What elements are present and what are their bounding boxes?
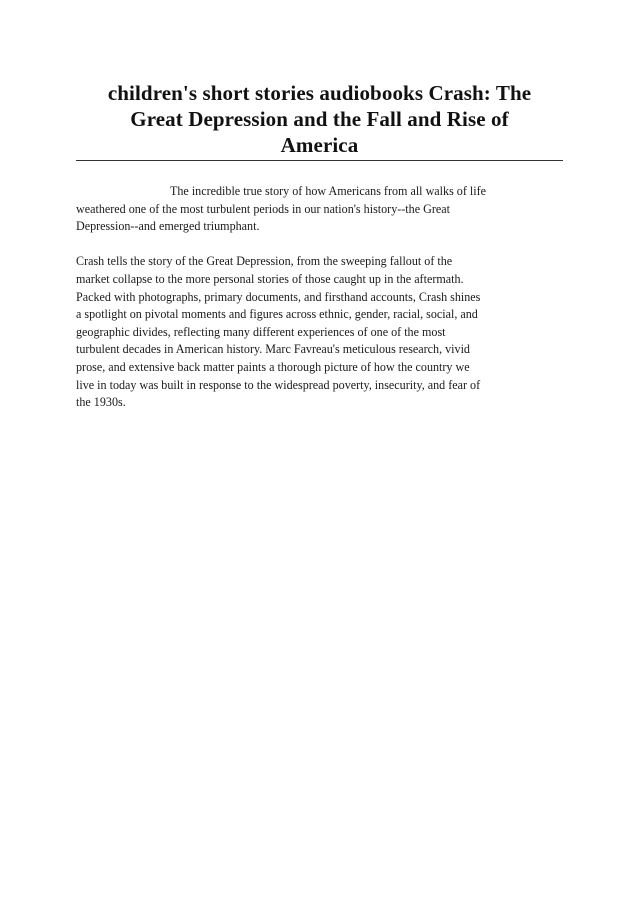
text-line: Crash tells the story of the Great Depression, from the sweeping fallout of the — [76, 254, 453, 269]
text-line: the 1930s. — [76, 395, 126, 410]
text-line: weathered one of the most turbulent periods in our nation's history--the Great — [76, 201, 450, 216]
text-line: Packed with photographs, primary documents, and firsthand accounts, Crash shines — [76, 289, 481, 304]
text-line: prose, and extensive back matter paints a thorough picture of how the country we — [76, 359, 470, 374]
title-divider — [76, 160, 563, 161]
title-line: children's short stories audiobooks Crash: The — [107, 81, 532, 105]
text-line: market collapse to the more personal stories of those caught up in the aftermath. — [76, 271, 464, 286]
text-line: a spotlight on pivotal moments and figures across ethnic, gender, racial, social, and — [76, 307, 478, 322]
title-line: Great Depression and the Fall and Rise of — [130, 107, 509, 131]
text-line: live in today was built in response to the widespread poverty, insecurity, and fear of — [76, 377, 481, 392]
text-line: geographic divides, reflecting many different experiences of one of the most — [76, 324, 446, 339]
description-paragraph — [76, 253, 563, 411]
text-line: Depression--and emerged triumphant. — [76, 219, 260, 234]
text-line: turbulent decades in American history. Marc Favreau's meticulous research, vivid — [76, 342, 470, 357]
intro-paragraph — [76, 183, 563, 236]
title-block — [76, 80, 563, 158]
text-line: The incredible true story of how Americans from all walks of life — [170, 184, 487, 198]
title-line: America — [280, 133, 359, 157]
document-body — [76, 183, 563, 429]
document-title — [76, 80, 563, 158]
